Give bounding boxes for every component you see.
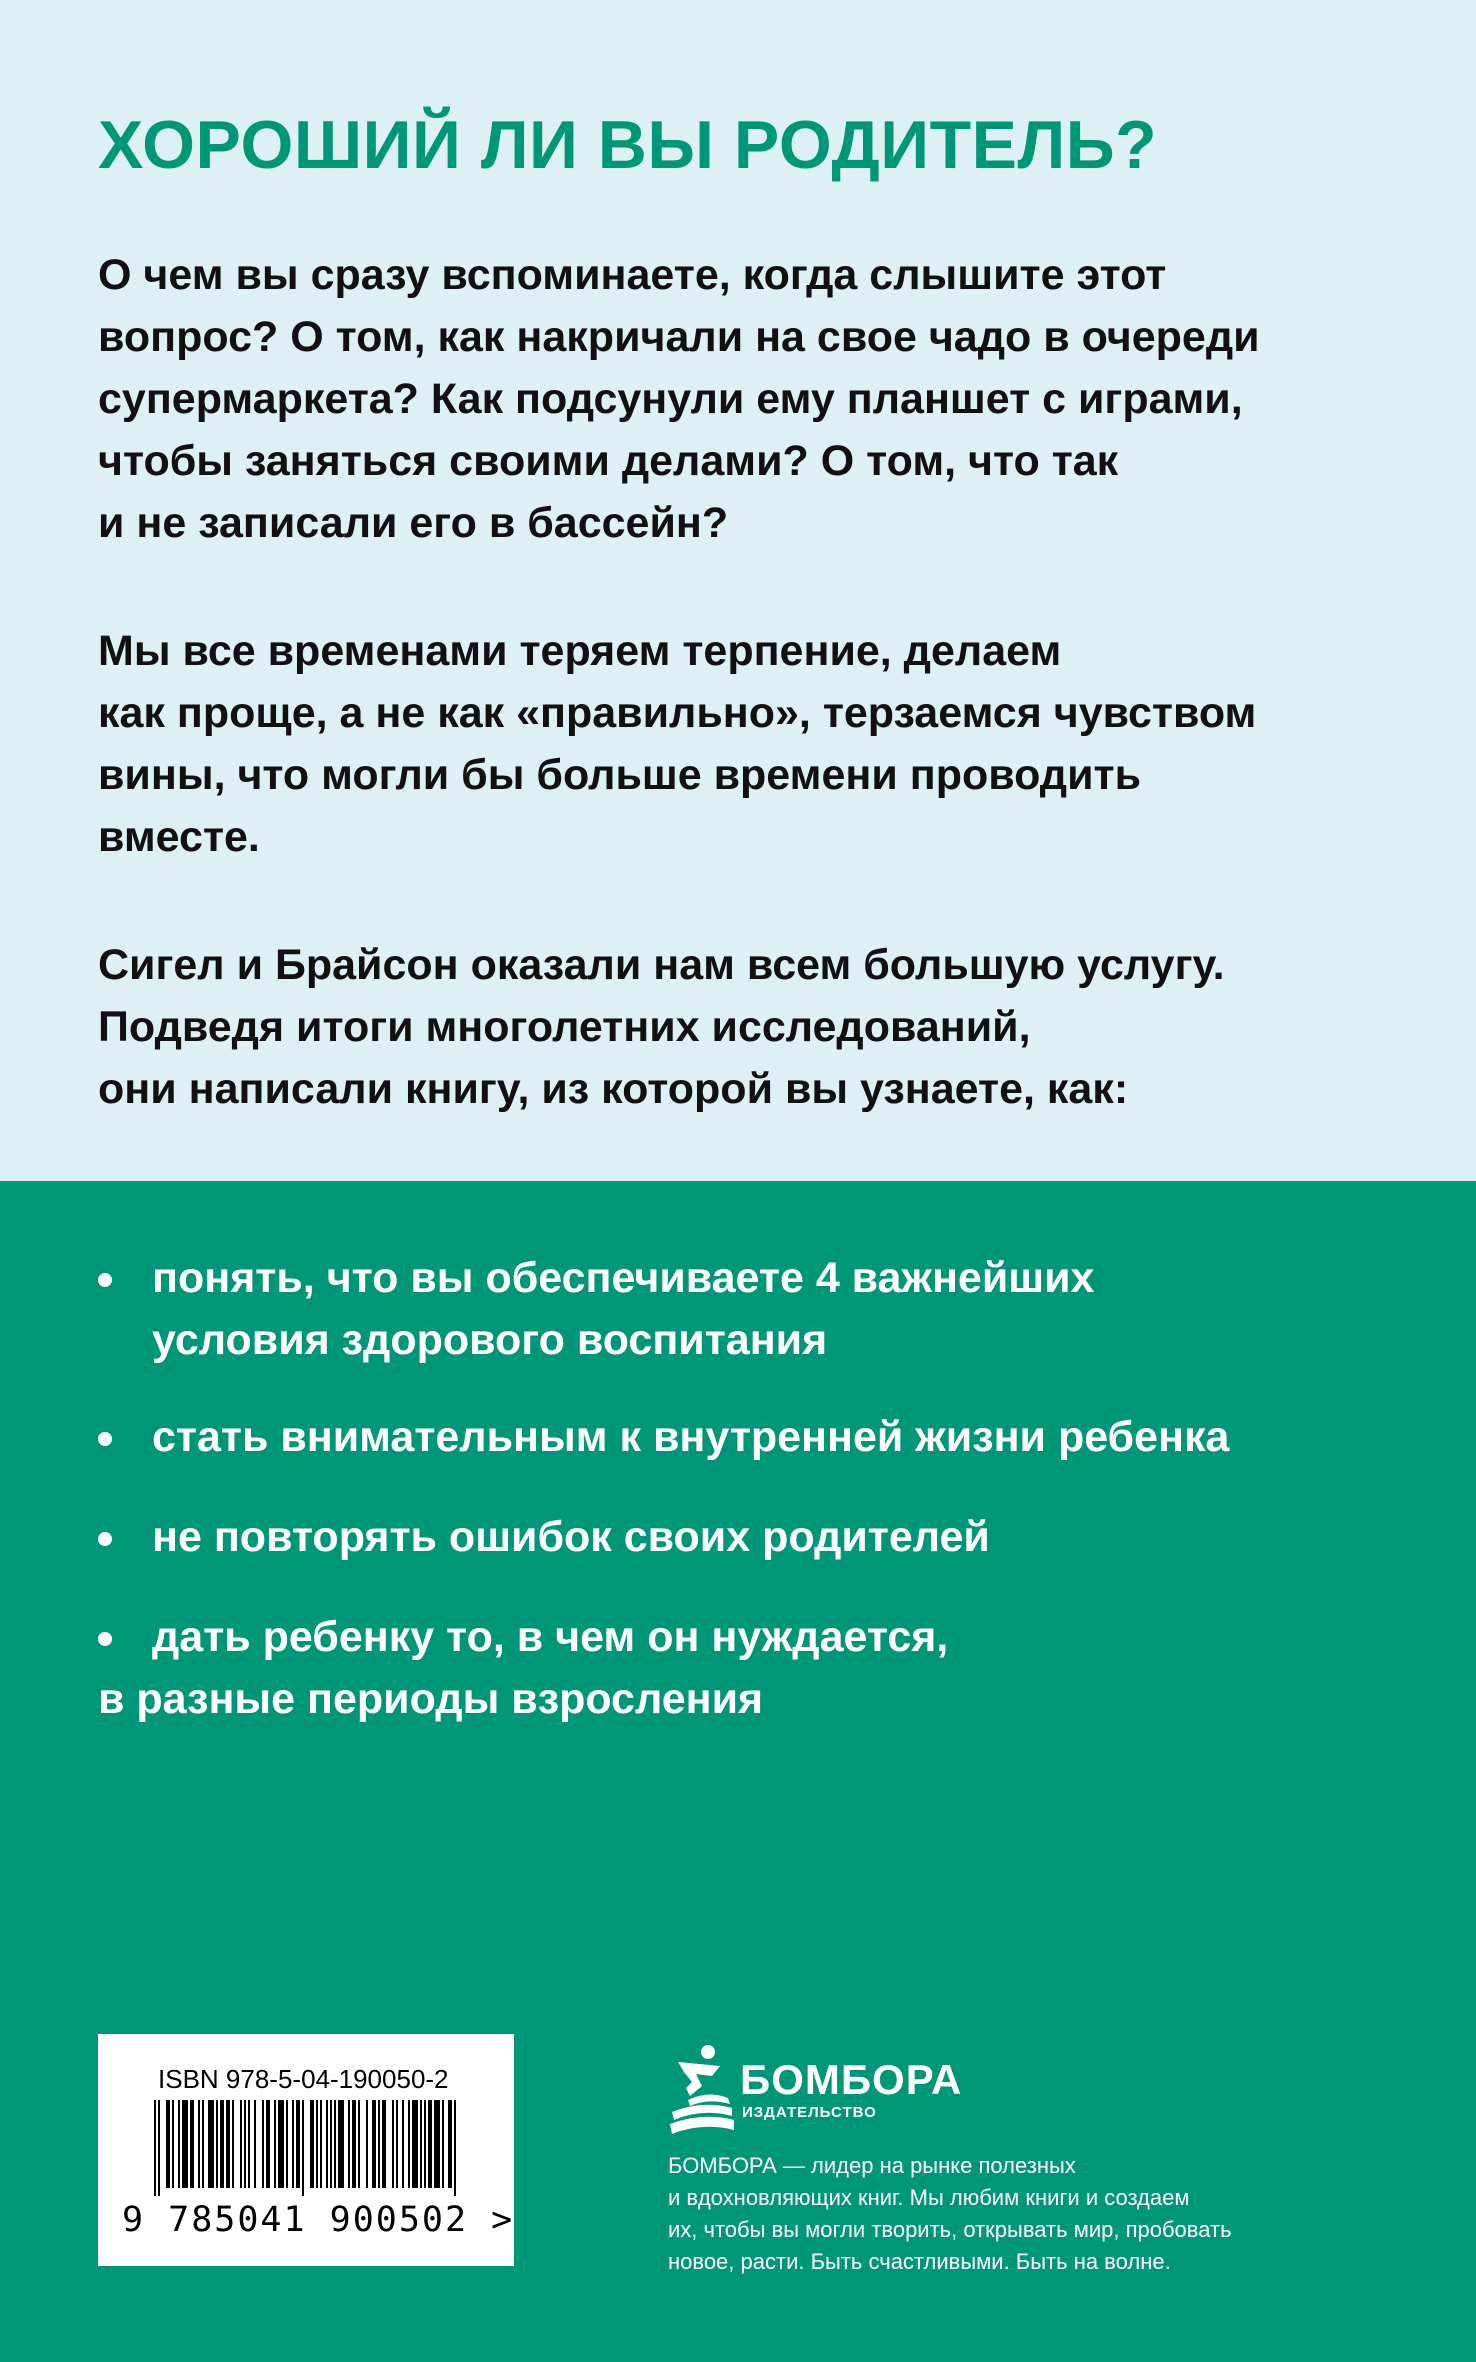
publisher-line: новое, расти. Быть счастливыми. Быть на волне. bbox=[668, 2249, 1171, 2274]
paragraph-line: чтобы заняться своими делами? О том, что так bbox=[98, 437, 1119, 485]
publisher-line: их, чтобы вы могли творить, открывать мир, пробовать bbox=[668, 2217, 1232, 2242]
paragraph-line: они написали книгу, из которой вы узнаете, как: bbox=[98, 1065, 1129, 1113]
isbn-label: ISBN 978-5-04-190050-2 bbox=[158, 2064, 449, 2094]
paragraph-line: супермаркета? Как подсунули ему планшет с играми, bbox=[98, 375, 1243, 423]
paragraph-authors bbox=[98, 934, 1398, 1120]
paragraph-patience bbox=[98, 620, 1398, 868]
page-title: ХОРОШИЙ ЛИ ВЫ РОДИТЕЛЬ? bbox=[98, 107, 1158, 183]
publisher-logo-subtitle: ИЗДАТЕЛЬСТВО bbox=[742, 2104, 877, 2121]
paragraph-line: вместе. bbox=[98, 813, 260, 861]
bullet-icon bbox=[98, 1532, 112, 1546]
list-item-line: стать внимательным к внутренней жизни ребенка bbox=[152, 1413, 1230, 1461]
publisher-line: и вдохновляющих книг. Мы любим книги и создаем bbox=[668, 2185, 1190, 2210]
paragraph-line: как проще, а не как «правильно», терзаемся чувством bbox=[98, 689, 1257, 737]
barcode-box bbox=[98, 2034, 514, 2266]
barcode-digits: 9 785041 900502 > bbox=[122, 2200, 515, 2240]
bullet-icon bbox=[98, 1432, 112, 1446]
paragraph-intro bbox=[98, 244, 1398, 554]
paragraph-line: Подведя итоги многолетних исследований, bbox=[98, 1003, 1031, 1051]
bullet-icon bbox=[98, 1632, 112, 1646]
publisher-description bbox=[668, 2150, 1232, 2278]
paragraph-line: Мы все временами теряем терпение, делаем bbox=[98, 627, 1062, 675]
list-item-line: условия здорового воспитания bbox=[152, 1316, 828, 1364]
paragraph-line: и не записали его в бассейн? bbox=[98, 499, 729, 547]
barcode-icon bbox=[154, 2100, 458, 2196]
publisher-logo-name: БОМБОРА bbox=[740, 2056, 963, 2103]
paragraph-line: О чем вы сразу вспоминаете, когда слышите этот bbox=[98, 251, 1167, 299]
list-item-line: понять, что вы обеспечиваете 4 важнейших bbox=[152, 1254, 1095, 1302]
list-item-line: дать ребенку то, в чем он нуждается, bbox=[152, 1613, 949, 1661]
list-item-line: не повторять ошибок своих родителей bbox=[152, 1513, 990, 1561]
list-item-line: в разные периоды взросления bbox=[98, 1675, 764, 1723]
paragraph-line: вопрос? О том, как накричали на свое чадо в очереди bbox=[98, 313, 1260, 361]
paragraph-line: вины, что могли бы больше времени проводить bbox=[98, 751, 1142, 799]
paragraph-line: Сигел и Брайсон оказали нам всем большую услугу. bbox=[98, 941, 1225, 989]
publisher-line: БОМБОРА — лидер на рынке полезных bbox=[668, 2153, 1076, 2178]
bullet-icon bbox=[98, 1273, 112, 1287]
bombora-logo-icon bbox=[668, 2042, 734, 2138]
